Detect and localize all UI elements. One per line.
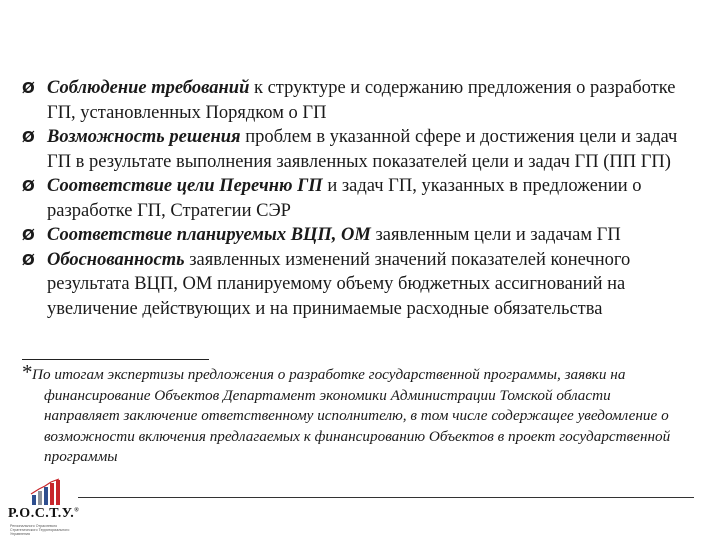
logo-subtitle: Регионального Отраслевого Стратегического Территориального Управления (10, 524, 70, 536)
criterion-text: к структуре и содержанию предложения о разработке ГП, установленных Порядком о ГП (47, 78, 676, 123)
arrow-bullet-icon: Ø (22, 226, 35, 244)
criterion-text: заявленных изменений значений показателей конечного результата ВЦП, ОМ планируемому объему бюджетных ассигнований на увеличение действующих и на принимаемые расходные обязательства (47, 249, 631, 319)
footnote (22, 360, 682, 468)
criterion-item (22, 125, 698, 174)
criterion-text: проблем в указанной сфере и достижения цели и задач ГП в результате выполнения заявленных показателей цели и задач ГП (ПП ГП) (47, 127, 678, 172)
logo-trademark: ® (74, 507, 80, 514)
criteria-list (22, 76, 698, 321)
arrow-bullet-icon: Ø (22, 177, 35, 195)
arrow-bullet-icon: Ø (22, 79, 35, 97)
footnote-divider (22, 359, 209, 360)
criterion-item (22, 248, 698, 322)
footnote-text: По итогам экспертизы предложения о разработке государственной программы, заявки на финансирование Объектов Департамент экономики Администрации Томской области направляет заключение ответственному исполнителю, в том числе содержащее уведомление о возможности включения предлагаемых к финансированию Объектов в проект государственной программы (32, 366, 671, 465)
bar-chart-logo-icon (30, 478, 62, 506)
arrow-bullet-icon: Ø (22, 250, 35, 269)
footnote-marker: * (22, 360, 33, 384)
criterion-bold: Обоснованность (47, 249, 185, 270)
logo-wordmark (8, 506, 84, 522)
criterion-text: и задач ГП, указанных в предложении о разработке ГП, Стратегии СЭР (47, 176, 642, 221)
criterion-bold: Соответствие цели Перечню ГП (47, 176, 323, 196)
arrow-bullet-icon: Ø (22, 128, 35, 146)
criterion-item (22, 174, 698, 223)
criterion-item (22, 76, 698, 125)
criterion-text: заявленным цели и задачам ГП (370, 225, 621, 245)
criterion-bold: Соблюдение требований (47, 78, 250, 98)
rostu-logo (8, 478, 84, 536)
criterion-bold: Соответствие планируемых ВЦП, ОМ (47, 225, 371, 245)
logo-word-text: Р.О.С.Т.У. (8, 506, 75, 521)
bottom-divider (78, 497, 694, 498)
criterion-item (22, 223, 698, 248)
criterion-bold: Возможность решения (47, 127, 241, 147)
